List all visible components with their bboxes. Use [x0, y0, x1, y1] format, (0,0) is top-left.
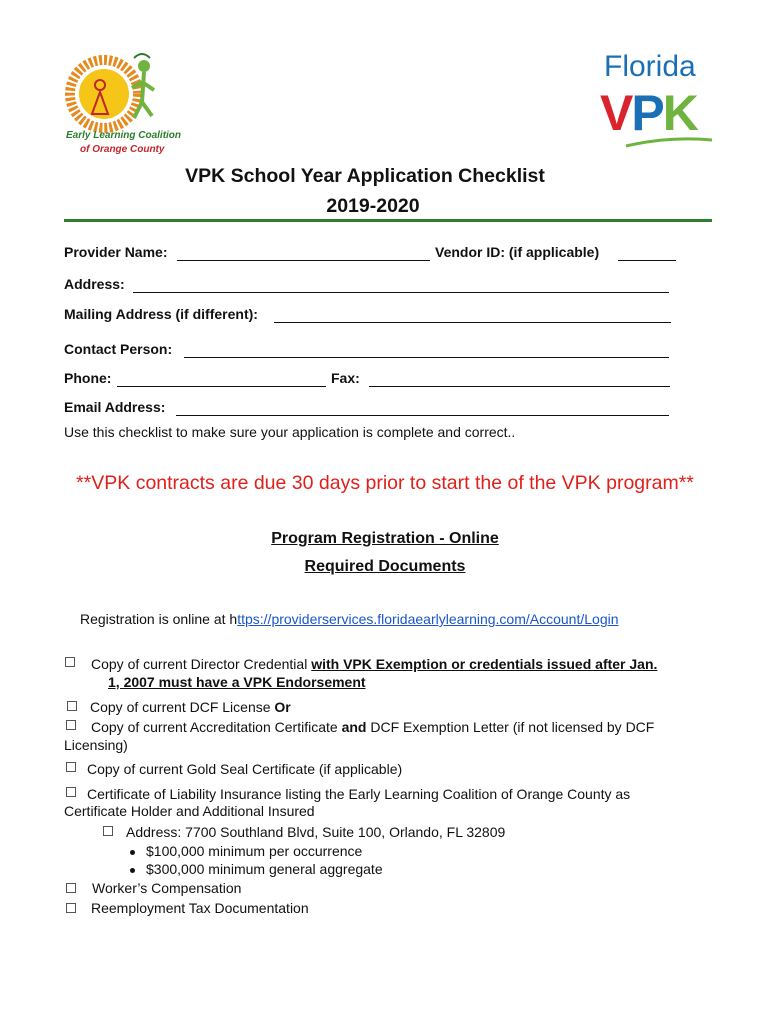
item-dcf-license-text: Copy of current DCF License	[90, 699, 275, 715]
bullet-icon	[130, 868, 135, 873]
insurance-aggregate: $300,000 minimum general aggregate	[146, 861, 383, 877]
item-director-credential	[91, 656, 657, 672]
item-dcf-license-or: Or	[274, 699, 291, 715]
checkbox-insurance-address[interactable]	[103, 826, 113, 836]
fax-field[interactable]	[369, 386, 670, 387]
vpk-logo-swoosh	[624, 134, 714, 150]
fax-label: Fax:	[331, 370, 360, 386]
mailing-address-label: Mailing Address (if different):	[64, 306, 258, 322]
checkbox-accreditation-certificate[interactable]	[66, 720, 76, 730]
insurance-address: Address: 7700 Southland Blvd, Suite 100, Orlando, FL 32809	[126, 824, 506, 840]
item-director-credential-condition: with VPK Exemption or credentials issued after Jan.	[311, 656, 658, 672]
item-reemployment-tax: Reemployment Tax Documentation	[91, 900, 309, 916]
elc-logo-text-line2: of Orange County	[80, 144, 165, 155]
checkbox-gold-seal[interactable]	[66, 762, 76, 772]
item-dcf-license	[90, 699, 291, 715]
deadline-notice: **VPK contracts are due 30 days prior to start the of the VPK program**	[76, 472, 694, 494]
item-workers-compensation: Worker’s Compensation	[92, 880, 242, 896]
address-field[interactable]	[133, 292, 669, 293]
elc-logo	[62, 52, 182, 162]
item-accreditation-line2: Licensing)	[64, 737, 128, 753]
checkbox-workers-compensation[interactable]	[66, 883, 76, 893]
registration-prefix: Registration is online at h	[80, 611, 238, 627]
email-address-field[interactable]	[176, 415, 669, 416]
checkbox-dcf-license[interactable]	[67, 701, 77, 711]
registration-line	[80, 611, 619, 627]
instructions-text: Use this checklist to make sure your application is complete and correct..	[64, 424, 516, 440]
school-year: 2019-2020	[326, 195, 420, 217]
address-label: Address:	[64, 276, 125, 292]
registration-link[interactable]: ttps://providerservices.floridaearlylearning.com/Account/Login	[237, 611, 619, 627]
item-gold-seal: Copy of current Gold Seal Certificate (if applicable)	[87, 761, 403, 777]
item-director-credential-text: Copy of current Director Credential	[91, 656, 312, 672]
item-accreditation-text-b: DCF Exemption Letter (if not licensed by DCF	[366, 719, 655, 735]
insurance-per-occurrence: $100,000 minimum per occurrence	[146, 843, 363, 859]
bullet-icon	[130, 850, 135, 855]
vendor-id-label: Vendor ID: (if applicable)	[435, 244, 600, 260]
phone-field[interactable]	[117, 386, 326, 387]
elc-logo-text-line1: Early Learning Coalition	[66, 130, 182, 141]
vendor-id-field[interactable]	[618, 260, 676, 261]
program-registration-heading: Program Registration - Online	[271, 530, 499, 547]
vpk-logo-k: K	[662, 85, 697, 141]
contact-person-field[interactable]	[184, 357, 669, 358]
item-liability-insurance-line2: Certificate Holder and Additional Insured	[64, 803, 315, 819]
title-divider	[64, 219, 712, 222]
required-documents-heading: Required Documents	[304, 558, 466, 575]
contact-person-label: Contact Person:	[64, 341, 173, 357]
checkbox-liability-insurance[interactable]	[66, 787, 76, 797]
phone-label: Phone:	[64, 370, 112, 386]
item-accreditation-and: and	[341, 719, 367, 735]
item-liability-insurance: Certificate of Liability Insurance listing the Early Learning Coalition of Orange County as	[87, 786, 631, 802]
vpk-logo-p: P	[631, 85, 663, 141]
item-accreditation-certificate	[91, 719, 654, 735]
email-address-label: Email Address:	[64, 399, 166, 415]
page-title: VPK School Year Application Checklist	[185, 165, 545, 187]
checkbox-director-credential[interactable]	[65, 657, 75, 667]
provider-name-label: Provider Name:	[64, 244, 168, 260]
vpk-logo-v: V	[600, 85, 632, 141]
provider-name-field[interactable]	[177, 260, 430, 261]
florida-vpk-logo	[600, 50, 716, 150]
mailing-address-field[interactable]	[274, 322, 671, 323]
vpk-logo-florida-text: Florida	[604, 50, 696, 83]
item-director-credential-condition-line2: 1, 2007 must have a VPK Endorsement	[108, 674, 366, 690]
checkbox-reemployment-tax[interactable]	[66, 903, 76, 913]
item-accreditation-text-a: Copy of current Accreditation Certificate	[91, 719, 342, 735]
